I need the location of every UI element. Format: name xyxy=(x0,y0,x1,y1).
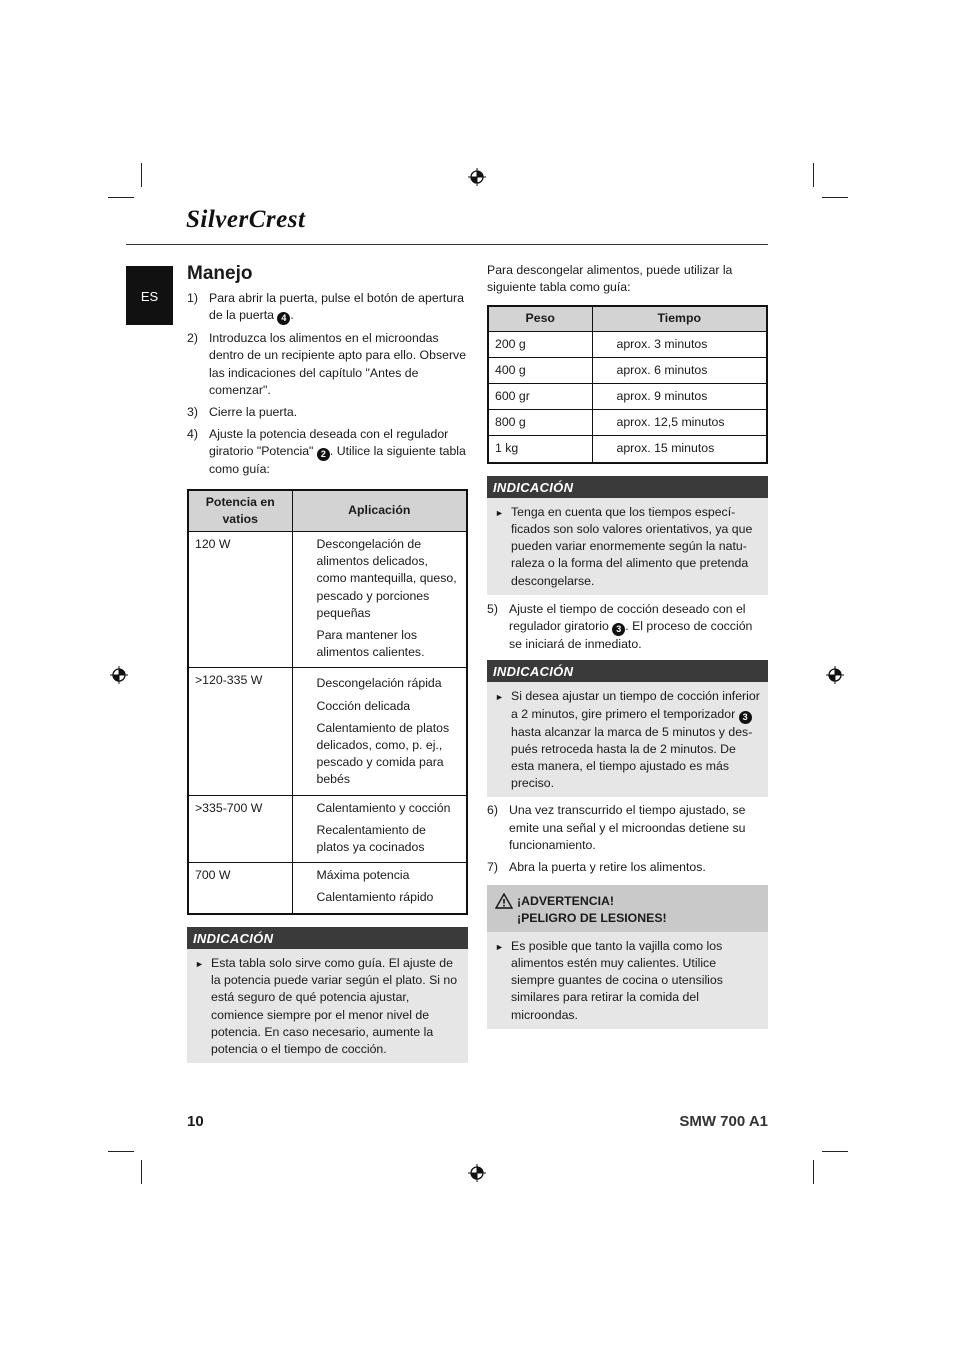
step-text-part: Ajuste la potencia deseada con el regulador giratorio "Potencia" xyxy=(209,427,449,459)
time-cell: aprox. 15 minutos xyxy=(592,436,767,463)
registration-mark-icon xyxy=(468,168,486,186)
step-text: Abra la puerta y retire los alimentos. xyxy=(509,860,706,875)
list-item xyxy=(187,290,468,325)
note-title: INDICACIÓN xyxy=(487,660,768,682)
reference-number-badge: 3 xyxy=(739,711,752,724)
steps-list xyxy=(187,290,468,479)
application-item: Recalentamiento de platos ya cocinados xyxy=(316,822,426,855)
registration-mark-icon xyxy=(468,1164,486,1182)
crop-mark xyxy=(141,163,142,187)
power-cell: >120-335 W xyxy=(188,668,292,795)
crop-mark xyxy=(108,1151,134,1152)
warning-triangle-icon xyxy=(495,893,517,927)
power-cell: 700 W xyxy=(188,863,292,914)
application-item: Cocción delicada xyxy=(316,698,411,713)
table-row xyxy=(488,331,767,357)
step-number: 1) xyxy=(187,291,198,305)
note-box xyxy=(487,476,768,595)
brand-logo: SilverCrest xyxy=(186,206,306,233)
application-item: Descongelación de alimentos delicados, como mantequilla, queso, pescado y porciones pequeñas xyxy=(316,537,457,620)
time-cell: aprox. 6 minutos xyxy=(592,357,767,383)
table-header-row xyxy=(188,490,467,532)
table-header-row xyxy=(488,306,767,331)
reference-number-badge: 4 xyxy=(277,312,290,325)
note-body xyxy=(487,498,768,595)
step-text xyxy=(209,290,468,325)
step-number: 4) xyxy=(187,427,198,442)
note-title: INDICACIÓN xyxy=(487,476,768,498)
note-text-part: Si desea ajustar un tiempo de cocción inferior a 2 minutos, gire primero el temporizador xyxy=(511,689,760,721)
column-header: Peso xyxy=(488,306,592,331)
section-title: Manejo xyxy=(187,263,253,284)
step-number: 3) xyxy=(187,405,198,420)
application-item: Para mantener los alimentos calientes. xyxy=(316,628,425,660)
table-row xyxy=(488,384,767,410)
time-cell: aprox. 3 minutos xyxy=(592,331,767,357)
time-cell: aprox. 12,5 minutos xyxy=(592,410,767,436)
model-number: SMW 700 A1 xyxy=(679,1113,768,1130)
registration-mark-icon xyxy=(826,666,844,684)
crop-mark xyxy=(813,163,814,187)
application-item: Calentamiento rápido xyxy=(316,890,434,905)
step-text-part: Para abrir la puerta, pulse el botón de apertura de la puerta xyxy=(209,291,464,323)
warning-box xyxy=(487,885,768,1028)
list-item xyxy=(187,330,468,399)
step-text-part: . Utilice la siguiente tabla como guía: xyxy=(209,444,466,477)
power-table xyxy=(187,489,468,915)
bullet-arrow-icon: ► xyxy=(195,958,204,969)
registration-mark-icon xyxy=(110,666,128,684)
note-title: INDICACIÓN xyxy=(187,927,468,949)
table-row xyxy=(188,532,467,668)
crop-mark xyxy=(108,197,134,198)
table-row xyxy=(488,410,767,436)
defrost-table xyxy=(487,305,768,463)
table-row xyxy=(488,436,767,463)
step-text: Cierre la puerta. xyxy=(209,405,298,420)
warning-title xyxy=(517,893,667,927)
language-tab: ES xyxy=(126,266,173,325)
right-column xyxy=(487,262,768,1029)
list-item xyxy=(487,601,768,653)
list-item xyxy=(187,404,468,421)
page-number: 10 xyxy=(187,1113,204,1130)
warning-text: Es posible que tanto la vajilla como los alimentos estén muy calientes. Utilice siempre guantes de cocina o utensilios similares para retirar la comida del microondas. xyxy=(511,938,723,1022)
intro-text: Para descongelar alimentos, puede utilizar la siguiente tabla como guía: xyxy=(487,263,733,295)
step-number: 5) xyxy=(487,601,498,616)
reference-number-badge: 3 xyxy=(612,623,625,636)
warning-title-line: ¡ADVERTENCIA! xyxy=(517,894,615,909)
application-cell xyxy=(292,668,467,795)
application-item: Calentamiento de platos delicados, como, p. ej., pescado y comida para bebés xyxy=(316,720,450,787)
note-box xyxy=(487,660,768,797)
weight-cell: 800 g xyxy=(488,410,592,436)
time-cell: aprox. 9 minutos xyxy=(592,384,767,410)
note-box xyxy=(187,927,468,1063)
step-text: Introduzca los alimentos en el microondas dentro de un recipiente apto para ello. Observe las indicaciones del capítulo "Antes de comenzar". xyxy=(209,331,467,397)
warning-body xyxy=(487,932,768,1029)
header-divider xyxy=(126,244,768,245)
crop-mark xyxy=(822,1151,848,1152)
warning-title-line: ¡PELIGRO DE LESIONES! xyxy=(517,911,667,926)
note-text: Tenga en cuenta que los tiempos específicados son solo valores orientativos, ya que pueden variar enormemente según la naturaleza o la forma del alimento que pretenda descongelarse. xyxy=(511,504,753,588)
weight-cell: 1 kg xyxy=(488,436,592,463)
step-number: 2) xyxy=(187,331,198,346)
power-cell: >335-700 W xyxy=(188,795,292,863)
list-item xyxy=(487,802,768,854)
application-cell xyxy=(292,863,467,914)
step-text-part: . xyxy=(290,308,294,323)
column-header: Aplicación xyxy=(292,490,467,532)
step-text: Una vez transcurrido el tiempo ajustado, se emite una señal y el microondas detiene su funcionamiento. xyxy=(509,803,746,852)
list-item xyxy=(187,426,468,478)
steps-list xyxy=(487,601,768,653)
application-cell xyxy=(292,532,467,668)
application-cell xyxy=(292,795,467,863)
crop-mark xyxy=(822,197,848,198)
column-header: Tiempo xyxy=(592,306,767,331)
note-text: Esta tabla solo sirve como guía. El ajuste de la potencia puede variar según el plato. Si no está seguro de qué potencia ajustar, comience siempre por el menor nivel de potencia. En caso necesario, aumente la potencia o el tiempo de cocción. xyxy=(211,955,458,1056)
table-row xyxy=(188,795,467,863)
note-text xyxy=(511,688,760,792)
note-body xyxy=(187,949,468,1063)
step-text xyxy=(209,426,468,478)
step-number: 6) xyxy=(487,803,498,818)
weight-cell: 400 g xyxy=(488,357,592,383)
crop-mark xyxy=(141,1160,142,1184)
column-header: Potencia en vatios xyxy=(188,490,292,532)
note-text-part: hasta alcanzar la marca de 5 minutos y después retroceda hasta la de 2 minutos. De esta manera, el tiempo ajustado es más preciso. xyxy=(511,724,753,791)
table-row xyxy=(488,357,767,383)
bullet-arrow-icon: ► xyxy=(495,692,504,703)
step-text-part: . El proceso de cocción se iniciará de inmediato. xyxy=(509,619,753,652)
power-cell: 120 W xyxy=(188,532,292,668)
weight-cell: 600 gr xyxy=(488,384,592,410)
left-column xyxy=(187,262,468,1063)
table-row xyxy=(188,863,467,914)
warning-header xyxy=(487,885,768,931)
crop-mark xyxy=(813,1160,814,1184)
application-item: Descongelación rápida xyxy=(316,676,442,691)
bullet-arrow-icon: ► xyxy=(495,507,504,518)
step-number: 7) xyxy=(487,860,498,875)
steps-list xyxy=(487,802,768,876)
table-row xyxy=(188,668,467,795)
note-body xyxy=(487,682,768,797)
step-text xyxy=(509,601,768,653)
application-item: Máxima potencia xyxy=(316,868,410,883)
step-text-part: Ajuste el tiempo de cocción deseado con el regulador giratorio xyxy=(509,601,746,634)
reference-number-badge: 2 xyxy=(317,448,330,461)
list-item xyxy=(487,859,768,876)
bullet-arrow-icon: ► xyxy=(495,941,504,952)
application-item: Calentamiento y cocción xyxy=(316,800,451,815)
weight-cell: 200 g xyxy=(488,331,592,357)
